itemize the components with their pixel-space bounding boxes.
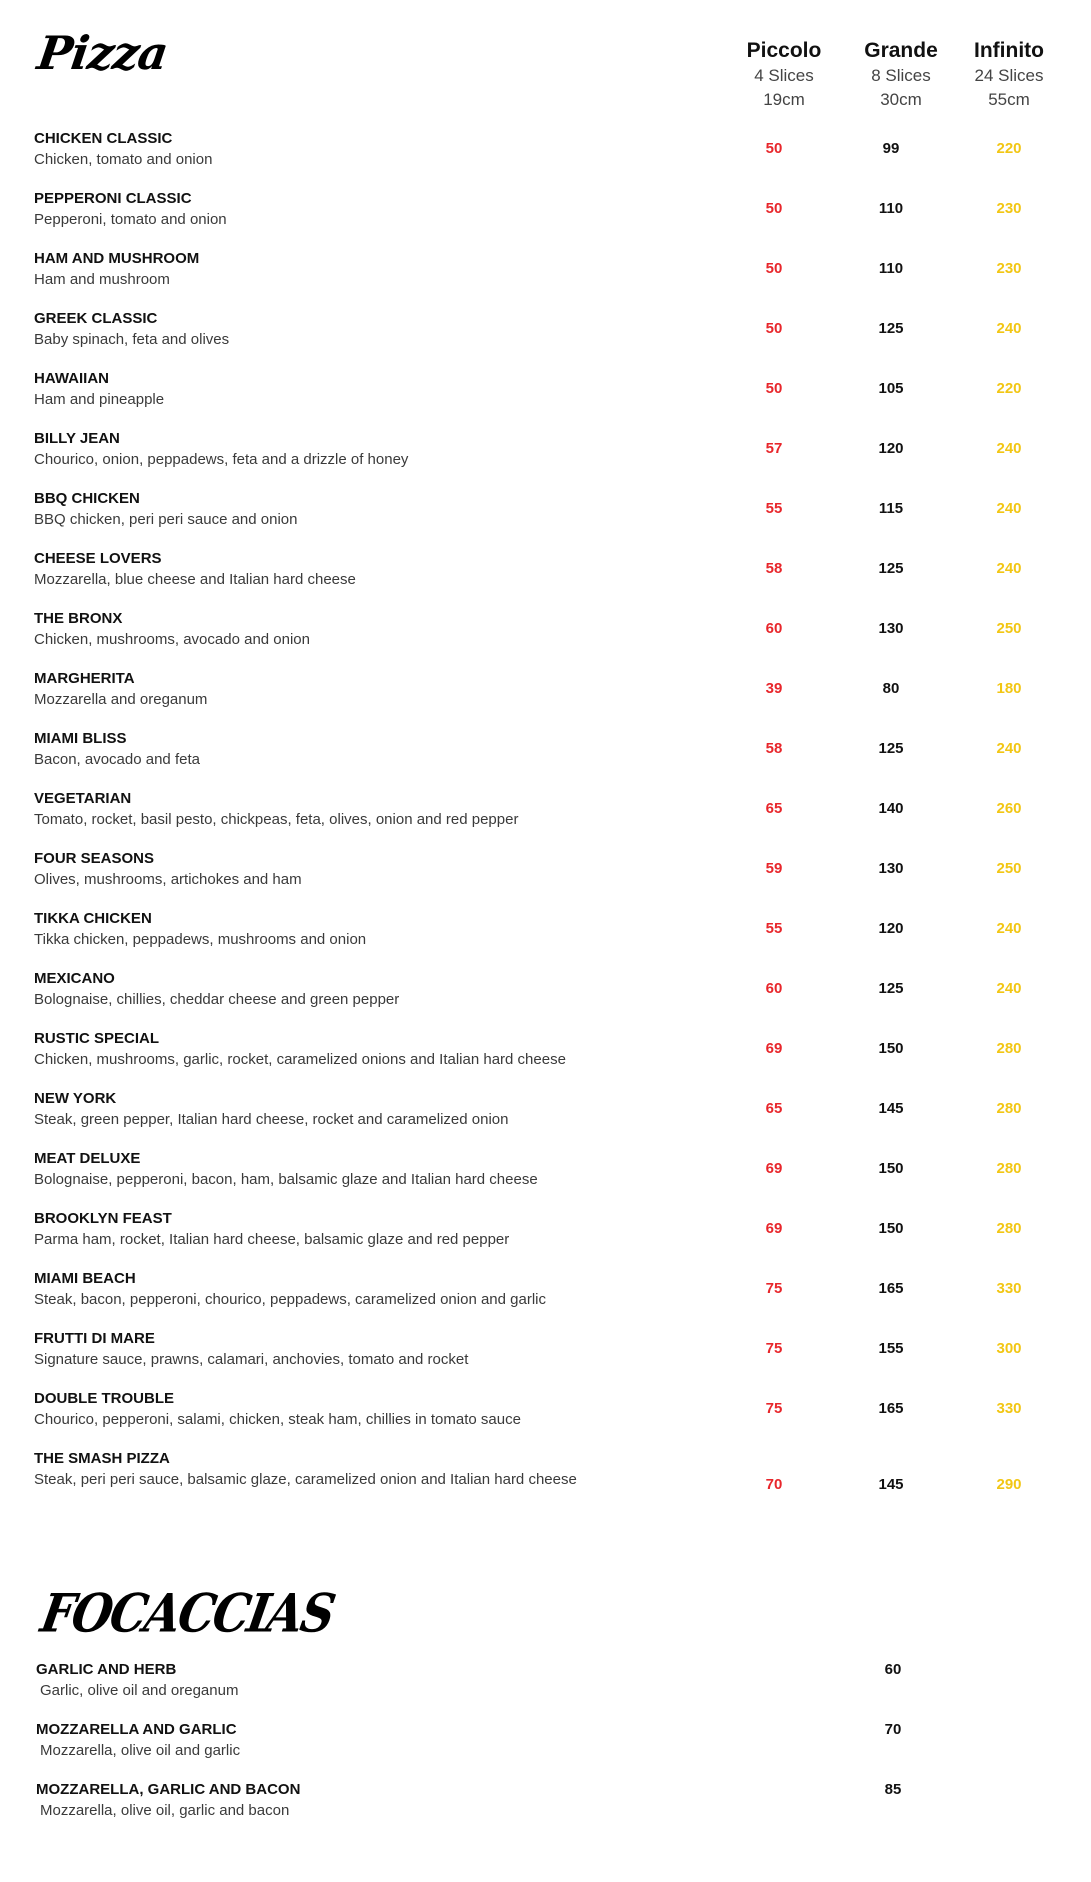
price-grande: 150 — [878, 1220, 904, 1237]
pizza-name: PEPPERONI CLASSIC — [34, 190, 192, 207]
price-grande: 130 — [878, 860, 904, 877]
pizza-description: Bolognaise, pepperoni, bacon, ham, balsamic glaze and Italian hard cheese — [34, 1171, 538, 1188]
pizza-name: MEAT DELUXE — [34, 1150, 141, 1167]
pizza-item — [0, 1449, 1091, 1509]
pizza-name: MEXICANO — [34, 970, 115, 987]
size-header-infinito — [954, 38, 1064, 112]
price-infinito: 230 — [996, 260, 1022, 277]
price-grande: 150 — [878, 1160, 904, 1177]
pizza-description: Chicken, mushrooms, avocado and onion — [34, 631, 310, 648]
size-diameter: 55cm — [988, 90, 1030, 109]
price-infinito: 220 — [996, 140, 1022, 157]
pizza-item — [0, 249, 1091, 309]
pizza-description: Signature sauce, prawns, calamari, anchovies, tomato and rocket — [34, 1351, 469, 1368]
price-infinito: 240 — [996, 500, 1022, 517]
price-infinito: 330 — [996, 1280, 1022, 1297]
pizza-description: Pepperoni, tomato and onion — [34, 211, 227, 228]
pizza-item — [0, 429, 1091, 489]
price-infinito: 240 — [996, 980, 1022, 997]
pizza-item — [0, 789, 1091, 849]
price-piccolo: 39 — [765, 680, 783, 697]
pizza-item — [0, 189, 1091, 249]
pizza-name: TIKKA CHICKEN — [34, 910, 152, 927]
price-infinito: 260 — [996, 800, 1022, 817]
price-infinito: 330 — [996, 1400, 1022, 1417]
price-grande: 120 — [878, 920, 904, 937]
pizza-item — [0, 1209, 1091, 1269]
pizza-description: Parma ham, rocket, Italian hard cheese, balsamic glaze and red pepper — [34, 1231, 510, 1248]
pizza-name: NEW YORK — [34, 1090, 117, 1107]
pizza-description: Steak, green pepper, Italian hard cheese, rocket and caramelized onion — [34, 1111, 509, 1128]
pizza-name: RUSTIC SPECIAL — [34, 1030, 160, 1047]
pizza-item — [0, 129, 1091, 189]
size-diameter: 30cm — [880, 90, 922, 109]
focaccia-item — [0, 1660, 1091, 1720]
price-piccolo: 50 — [765, 380, 783, 397]
focaccia-price: 70 — [884, 1721, 902, 1738]
price-infinito: 230 — [996, 200, 1022, 217]
price-grande: 110 — [878, 200, 904, 217]
size-header-grande — [846, 38, 956, 112]
price-piccolo: 69 — [765, 1040, 783, 1057]
pizza-name: MARGHERITA — [34, 670, 135, 687]
price-grande: 150 — [878, 1040, 904, 1057]
pizza-name: BILLY JEAN — [34, 430, 120, 447]
price-infinito: 240 — [996, 320, 1022, 337]
pizza-description: Mozzarella and oreganum — [34, 691, 208, 708]
size-name: Grande — [864, 39, 938, 62]
pizza-name: MIAMI BEACH — [34, 1270, 136, 1287]
price-piccolo: 75 — [765, 1280, 783, 1297]
pizza-item — [0, 1149, 1091, 1209]
pizza-item — [0, 309, 1091, 369]
price-infinito: 280 — [996, 1040, 1022, 1057]
pizza-description: Chourico, onion, peppadews, feta and a drizzle of honey — [34, 451, 409, 468]
price-piccolo: 50 — [765, 200, 783, 217]
pizza-description: Chicken, tomato and onion — [34, 151, 213, 168]
pizza-description: BBQ chicken, peri peri sauce and onion — [34, 511, 298, 528]
pizza-description: Ham and pineapple — [34, 391, 165, 408]
price-grande: 115 — [878, 500, 904, 517]
price-piccolo: 65 — [765, 800, 783, 817]
pizza-item — [0, 1389, 1091, 1449]
focaccia-price: 60 — [884, 1661, 902, 1678]
pizza-description: Tikka chicken, peppadews, mushrooms and onion — [34, 931, 367, 948]
pizza-description: Bolognaise, chillies, cheddar cheese and green pepper — [34, 991, 400, 1008]
size-slices: 24 Slices — [974, 66, 1044, 85]
pizza-item — [0, 849, 1091, 909]
pizza-name: THE SMASH PIZZA — [34, 1450, 170, 1467]
focaccia-description: Mozzarella, olive oil and garlic — [40, 1742, 241, 1759]
price-grande: 165 — [878, 1400, 904, 1417]
pizza-name: THE BRONX — [34, 610, 123, 627]
pizza-description: Bacon, avocado and feta — [34, 751, 200, 768]
price-infinito: 250 — [996, 860, 1022, 877]
price-grande: 110 — [878, 260, 904, 277]
price-piccolo: 69 — [765, 1160, 783, 1177]
size-name: Piccolo — [746, 39, 822, 62]
price-piccolo: 55 — [765, 920, 783, 937]
pizza-item — [0, 1269, 1091, 1329]
focaccia-name: MOZZARELLA, GARLIC AND BACON — [36, 1781, 301, 1798]
pizza-name: FRUTTI DI MARE — [34, 1330, 155, 1347]
pizza-description: Ham and mushroom — [34, 271, 170, 288]
pizza-name: HAWAIIAN — [34, 370, 109, 387]
price-piccolo: 75 — [765, 1340, 783, 1357]
price-piccolo: 69 — [765, 1220, 783, 1237]
size-slices: 4 Slices — [754, 66, 814, 85]
price-piccolo: 57 — [765, 440, 783, 457]
price-infinito: 240 — [996, 560, 1022, 577]
price-infinito: 240 — [996, 440, 1022, 457]
pizza-item — [0, 1089, 1091, 1149]
pizza-name: BROOKLYN FEAST — [34, 1210, 172, 1227]
price-piccolo: 60 — [765, 980, 783, 997]
focaccia-price: 85 — [884, 1781, 902, 1798]
pizza-item — [0, 909, 1091, 969]
size-slices: 8 Slices — [871, 66, 931, 85]
size-header-piccolo — [729, 38, 839, 112]
price-infinito: 180 — [996, 680, 1022, 697]
pizza-name: MIAMI BLISS — [34, 730, 127, 747]
pizza-name: CHEESE LOVERS — [34, 550, 162, 567]
price-piccolo: 58 — [765, 740, 783, 757]
price-infinito: 290 — [996, 1476, 1022, 1493]
pizza-description: Steak, bacon, pepperoni, chourico, peppadews, caramelized onion and garlic — [34, 1291, 546, 1308]
pizza-item — [0, 489, 1091, 549]
pizza-description: Mozzarella, blue cheese and Italian hard cheese — [34, 571, 356, 588]
price-grande: 130 — [878, 620, 904, 637]
pizza-name: VEGETARIAN — [34, 790, 132, 807]
price-infinito: 280 — [996, 1220, 1022, 1237]
pizza-name: DOUBLE TROUBLE — [34, 1390, 174, 1407]
price-infinito: 240 — [996, 740, 1022, 757]
focaccia-name: MOZZARELLA AND GARLIC — [36, 1721, 237, 1738]
focaccia-description: Mozzarella, olive oil, garlic and bacon — [40, 1802, 290, 1819]
price-grande: 125 — [878, 980, 904, 997]
price-grande: 145 — [878, 1100, 904, 1117]
pizza-item — [0, 549, 1091, 609]
pizza-description: Chicken, mushrooms, garlic, rocket, caramelized onions and Italian hard cheese — [34, 1051, 566, 1068]
price-infinito: 280 — [996, 1160, 1022, 1177]
price-infinito: 300 — [996, 1340, 1022, 1357]
price-grande: 165 — [878, 1280, 904, 1297]
price-piccolo: 50 — [765, 140, 783, 157]
size-name: Infinito — [974, 39, 1044, 62]
pizza-description: Baby spinach, feta and olives — [34, 331, 230, 348]
price-infinito: 240 — [996, 920, 1022, 937]
price-grande: 125 — [878, 560, 904, 577]
pizza-description: Tomato, rocket, basil pesto, chickpeas, feta, olives, onion and red pepper — [34, 811, 519, 828]
price-piccolo: 50 — [765, 320, 783, 337]
pizza-description: Chourico, pepperoni, salami, chicken, steak ham, chillies in tomato sauce — [34, 1411, 521, 1428]
pizza-item — [0, 1329, 1091, 1389]
pizza-item — [0, 369, 1091, 429]
pizza-description: Olives, mushrooms, artichokes and ham — [34, 871, 302, 888]
focaccia-name: GARLIC AND HERB — [36, 1661, 177, 1678]
price-piccolo: 60 — [765, 620, 783, 637]
price-infinito: 250 — [996, 620, 1022, 637]
price-piccolo: 59 — [765, 860, 783, 877]
price-piccolo: 65 — [765, 1100, 783, 1117]
focaccias-section-title: FOCACCIAS — [36, 1581, 339, 1645]
price-grande: 140 — [878, 800, 904, 817]
price-piccolo: 50 — [765, 260, 783, 277]
pizza-description: Steak, peri peri sauce, balsamic glaze, caramelized onion and Italian hard cheese — [34, 1471, 577, 1488]
size-diameter: 19cm — [763, 90, 805, 109]
pizza-name: HAM AND MUSHROOM — [34, 250, 200, 267]
price-grande: 105 — [878, 380, 904, 397]
price-piccolo: 75 — [765, 1400, 783, 1417]
price-piccolo: 58 — [765, 560, 783, 577]
pizza-item — [0, 969, 1091, 1029]
price-grande: 145 — [878, 1476, 904, 1493]
price-piccolo: 55 — [765, 500, 783, 517]
focaccia-item — [0, 1780, 1091, 1840]
price-grande: 125 — [878, 320, 904, 337]
price-infinito: 280 — [996, 1100, 1022, 1117]
pizza-item — [0, 1029, 1091, 1089]
focaccia-description: Garlic, olive oil and oreganum — [40, 1682, 239, 1699]
price-grande: 120 — [878, 440, 904, 457]
price-grande: 155 — [878, 1340, 904, 1357]
price-grande: 99 — [882, 140, 900, 157]
pizza-section-title: Pizza — [34, 26, 171, 80]
pizza-name: GREEK CLASSIC — [34, 310, 158, 327]
pizza-name: FOUR SEASONS — [34, 850, 155, 867]
pizza-name: CHICKEN CLASSIC — [34, 130, 173, 147]
price-grande: 125 — [878, 740, 904, 757]
pizza-item — [0, 729, 1091, 789]
pizza-item — [0, 609, 1091, 669]
price-infinito: 220 — [996, 380, 1022, 397]
price-piccolo: 70 — [765, 1476, 783, 1493]
focaccia-item — [0, 1720, 1091, 1780]
pizza-item — [0, 669, 1091, 729]
pizza-name: BBQ CHICKEN — [34, 490, 140, 507]
price-grande: 80 — [882, 680, 900, 697]
